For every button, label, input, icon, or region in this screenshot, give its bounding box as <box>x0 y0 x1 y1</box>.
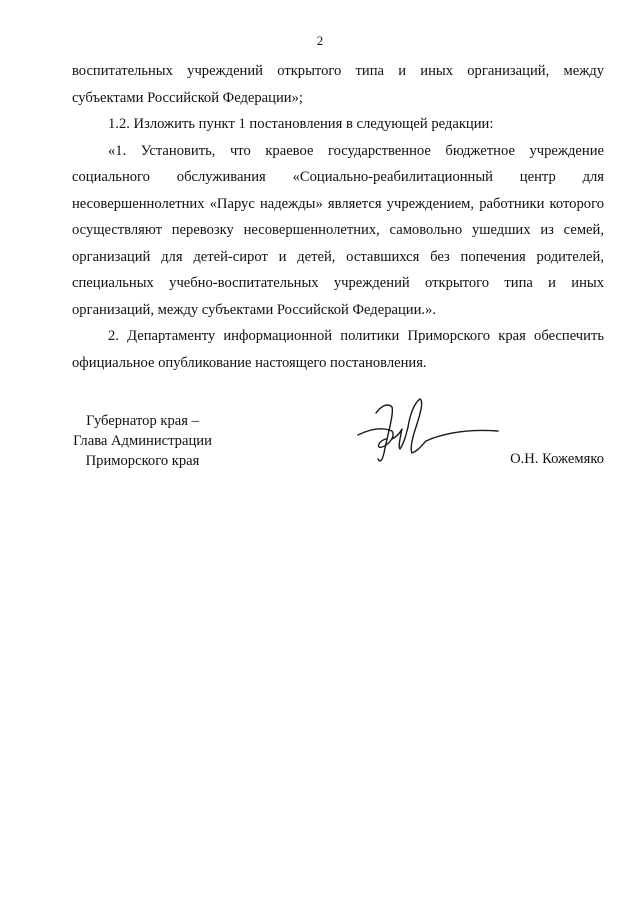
paragraph-continuation: воспитательных учреждений открытого типа и иных организаций, между субъектами Российской Федерации»; <box>72 63 604 106</box>
paragraph-new-point-1: «1. Установить, что краевое государственное бюджетное учреждение социального обслуживания «Социально-реабилитационный центр для несовершеннолетних «Парус надежды» является учреждением, работники которого осуществляют перевозку несовершеннолетних, самовольно ушедших из семей, организаций для детей-сирот и детей, оставшихся без попечения родителей, специальных учебно-воспитательных учреждений открытого типа и иных организаций, между субъектами Российской Федерации.». <box>72 142 604 318</box>
signer-name: О.Н. Кожемяко <box>510 451 604 467</box>
paragraph-clause-2: 2. Департаменту информационной политики Приморского края обеспечить официальное опубликование настоящего постановления. <box>72 328 604 371</box>
signature-block <box>60 411 620 471</box>
document-body <box>72 58 604 376</box>
paragraph-clause-1-2: 1.2. Изложить пункт 1 постановления в следующей редакции: <box>108 116 494 132</box>
handwritten-signature <box>348 393 508 473</box>
page-number: 2 <box>316 33 324 48</box>
signer-position <box>60 411 225 471</box>
signer-position-line: Глава Администрации <box>73 433 212 449</box>
signer-position-line: Губернатор края – <box>86 413 199 429</box>
signer-position-line: Приморского края <box>85 453 200 469</box>
